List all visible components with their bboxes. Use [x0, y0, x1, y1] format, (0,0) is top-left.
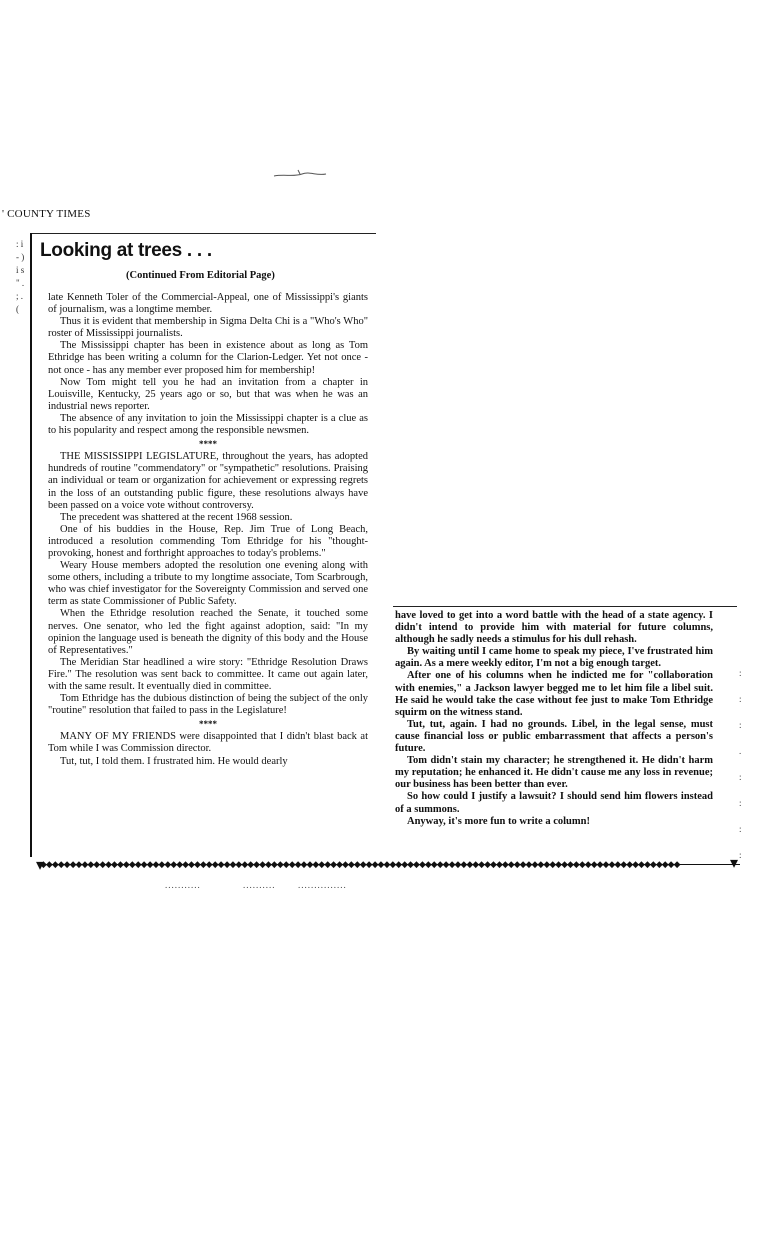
paragraph: The absence of any invitation to join the Mississippi chapter is a clue as to his popularity and respect among the responsible newsmen.	[48, 412, 368, 437]
paragraph: By waiting until I came home to speak my piece, I've frustrated him again. As a mere weekly editor, I'm not a big enough target.	[395, 646, 713, 670]
dotted-line: ..........	[243, 880, 276, 890]
paragraph: Weary House members adopted the resolution one evening along with some others, including a tribute to my longtime associate, Tom Scarbrough, who was chief investigator for the Sovereignty Commission and served one term as state Commissioner of Public Safety.	[48, 560, 368, 608]
paragraph: THE MISSISSIPPI LEGISLATURE, throughout the years, has adopted hundreds of routine "commendatory" or "sympathetic" resolutions. Praising an individual or team or organization for achievement or expressing regrets in the loss of an outstanding public figure, these resolutions always have been passed on a voice vote without controversy.	[48, 451, 368, 511]
paragraph: have loved to get into a word battle with the head of a state agency. I didn't intend to provide him with material for future columns, although he sadly needs a stimulus for his dull rehash.	[395, 610, 713, 646]
dotted-line: ...............	[298, 880, 347, 890]
paragraph: Tom Ethridge has the dubious distinction of being the subject of the only "routine" resolution that failed to pass in the Legislature!	[48, 693, 368, 717]
section-separator: ****	[199, 439, 217, 450]
section-separator: ****	[199, 719, 217, 730]
paragraph: The Mississippi chapter has been in existence about as long as Tom Ethridge has been writing a column for the Clarion-Ledger. Yet not once - not once - has any member ever proposed him for membership!	[48, 340, 368, 376]
paragraph: Tom didn't stain my character; he strengthened it. He didn't harm my reputation; he enhanced it. He didn't cause me any loss in revenue; our business has been better than ever.	[395, 755, 713, 791]
paragraph: So how could I justify a lawsuit? I should send him flowers instead of a summons.	[395, 791, 713, 815]
paragraph: Tut, tut, I told them. I frustrated him. He would dearly	[60, 755, 288, 767]
paragraph: Anyway, it's more fun to write a column!	[407, 815, 590, 827]
diamond-border-chain: ◆◆◆◆◆◆◆◆◆◆◆◆◆◆◆◆◆◆◆◆◆◆◆◆◆◆◆◆◆◆◆◆◆◆◆◆◆◆◆◆◆◆◆◆◆◆◆◆◆◆◆◆◆◆◆◆◆◆◆◆◆◆◆◆◆◆◆◆◆◆◆◆◆◆◆◆◆◆◆◆◆◆◆◆◆◆◆◆◆◆◆◆◆◆◆◆◆◆◆◆◆◆◆◆◆◆◆◆	[40, 859, 680, 869]
border-right-end-icon: ▾	[730, 855, 739, 872]
paragraph: One of his buddies in the House, Rep. Jim True of Long Beach, introduced a resolution commending Tom Ethridge for his "thought-provoking, honest and forthright approaches to today's problems."	[48, 523, 368, 559]
paragraph: The precedent was shattered at the recent 1968 session.	[60, 511, 293, 523]
newspaper-masthead: ' COUNTY TIMES	[2, 208, 91, 220]
article-headline: Looking at trees . . .	[40, 240, 212, 261]
paragraph: late Kenneth Toler of the Commercial-Appeal, one of Mississippi's giants of journalism, was a longtime member.	[48, 292, 368, 316]
left-margin-marks: : i - ) i s " . ; . (	[16, 239, 25, 314]
paragraph: Tut, tut, again. I had no grounds. Libel, in the legal sense, must cause financial loss or public embarrassment that affects a person's future.	[395, 718, 713, 755]
dotted-line: ...........	[165, 880, 201, 890]
paragraph: Thus it is evident that membership in Sigma Delta Chi is a "Who's Who" roster of Mississippi journalists.	[48, 316, 368, 340]
border-left-end-icon: ▾	[36, 857, 45, 874]
article-column-2	[395, 610, 713, 828]
continued-notice: (Continued From Editorial Page)	[126, 270, 275, 281]
column-2-top-rule	[393, 606, 737, 607]
article-left-rule	[30, 233, 32, 857]
paragraph: MANY OF MY FRIENDS were disappointed that I didn't blast back at Tom while I was Commission director.	[48, 731, 368, 755]
right-margin-marks: : : : . : : : :	[739, 668, 742, 860]
paragraph: Now Tom might tell you he had an invitation from a chapter in Louisville, Kentucky, 25 years ago or so, but that was when he was an industrial news reporter.	[48, 376, 368, 412]
paragraph: When the Ethridge resolution reached the Senate, it touched some nerves. One senator, who led the fight against adoption, said: "In my opinion the language used is beneath the dignity of this body and the House of Representatives."	[48, 608, 368, 656]
article-column-1	[48, 292, 368, 768]
article-top-rule	[30, 233, 376, 234]
paragraph: The Meridian Star headlined a wire story: "Ethridge Resolution Draws Fire." The resolution was sent back to committee. It came out again later, with the same result. It eventually died in committee.	[48, 656, 368, 692]
paragraph: After one of his columns when he indicted me for "collaboration with enemies," a Jackson lawyer begged me to let him file a libel suit. He said he would take the case without fee just to make Tom Ethridge squirm on the witness stand.	[395, 670, 713, 718]
page-scribble-mark	[272, 168, 328, 180]
